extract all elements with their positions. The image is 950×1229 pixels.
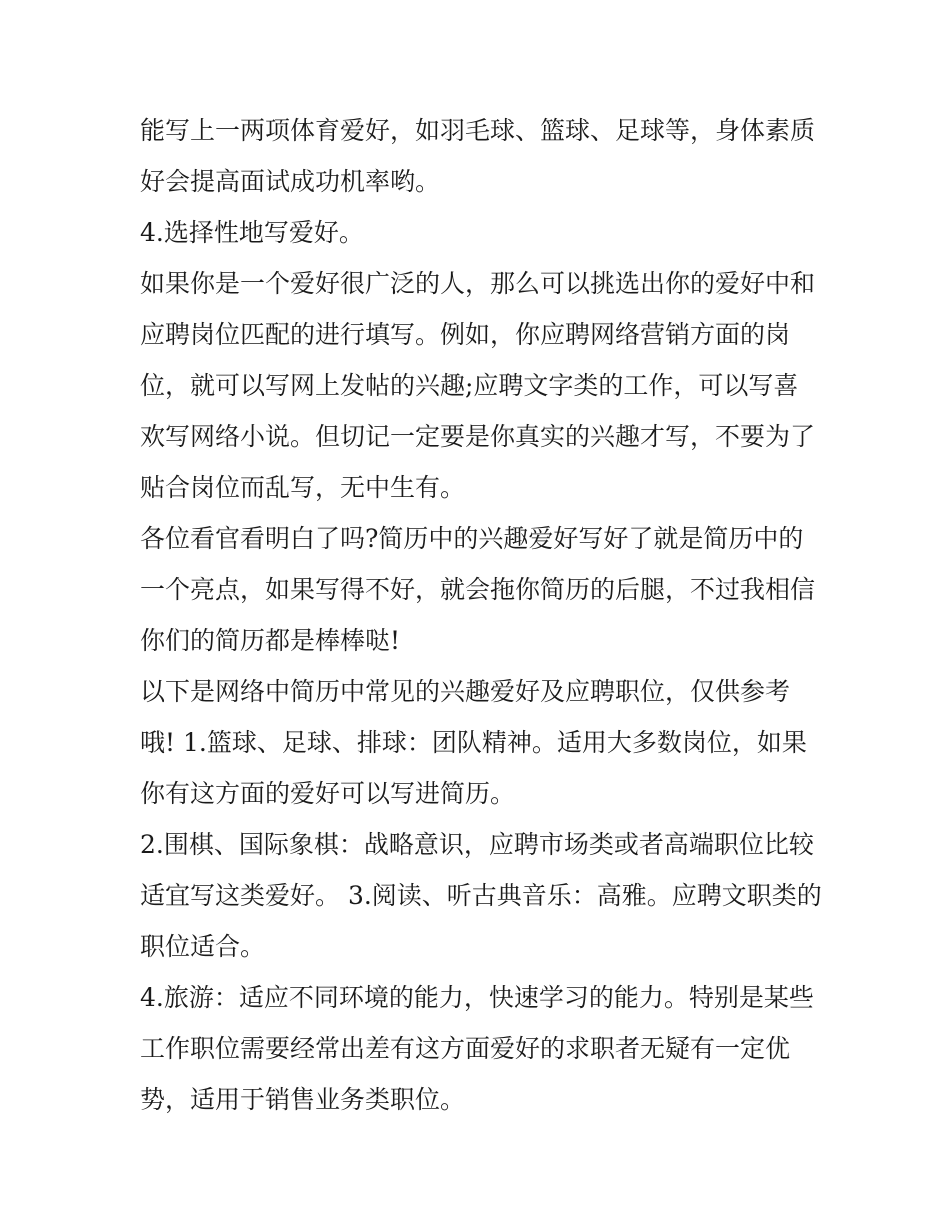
- text-line: 贴合岗位而乱写，无中生有。: [140, 473, 466, 502]
- text-line: 势，适用于销售业务类职位。: [140, 1085, 466, 1114]
- text-line: 如果你是一个爱好很广泛的人，那么可以挑选出你的爱好中和: [140, 269, 816, 298]
- text-line: 你有这方面的爱好可以写进简历。: [140, 779, 516, 808]
- text-line: 能写上一两项体育爱好，如羽毛球、篮球、足球等，身体素质: [140, 116, 816, 145]
- text-line: 工作职位需要经常出差有这方面爱好的求职者无疑有一定优: [140, 1034, 791, 1063]
- text-line: 各位看官看明白了吗?简历中的兴趣爱好写好了就是简历中的: [140, 524, 804, 553]
- text-line: 适宜写这类爱好。 3.阅读、听古典音乐：高雅。应聘文职类的: [140, 881, 822, 910]
- text-line: 欢写网络小说。但切记一定要是你真实的兴趣才写，不要为了: [140, 422, 816, 451]
- text-line: 职位适合。: [140, 932, 266, 961]
- text-line: 2.围棋、国际象棋：战略意识，应聘市场类或者高端职位比较: [140, 830, 814, 859]
- section-heading: 4.选择性地写爱好。: [140, 218, 364, 247]
- text-line: 哦! 1.篮球、足球、排球：团队精神。适用大多数岗位，如果: [140, 728, 807, 757]
- text-line: 应聘岗位匹配的进行填写。例如，你应聘网络营销方面的岗: [140, 320, 791, 349]
- text-line: 一个亮点，如果写得不好，就会拖你简历的后腿，不过我相信: [140, 575, 816, 604]
- text-line: 以下是网络中简历中常见的兴趣爱好及应聘职位，仅供参考: [140, 677, 791, 706]
- text-line: 好会提高面试成功机率哟。: [140, 167, 441, 196]
- text-line: 位，就可以写网上发帖的兴趣;应聘文字类的工作，可以写喜: [140, 371, 799, 400]
- text-line: 你们的简历都是棒棒哒!: [140, 626, 401, 655]
- text-line: 4.旅游：适应不同环境的能力，快速学习的能力。特别是某些: [140, 983, 814, 1012]
- document-body: [140, 105, 822, 1125]
